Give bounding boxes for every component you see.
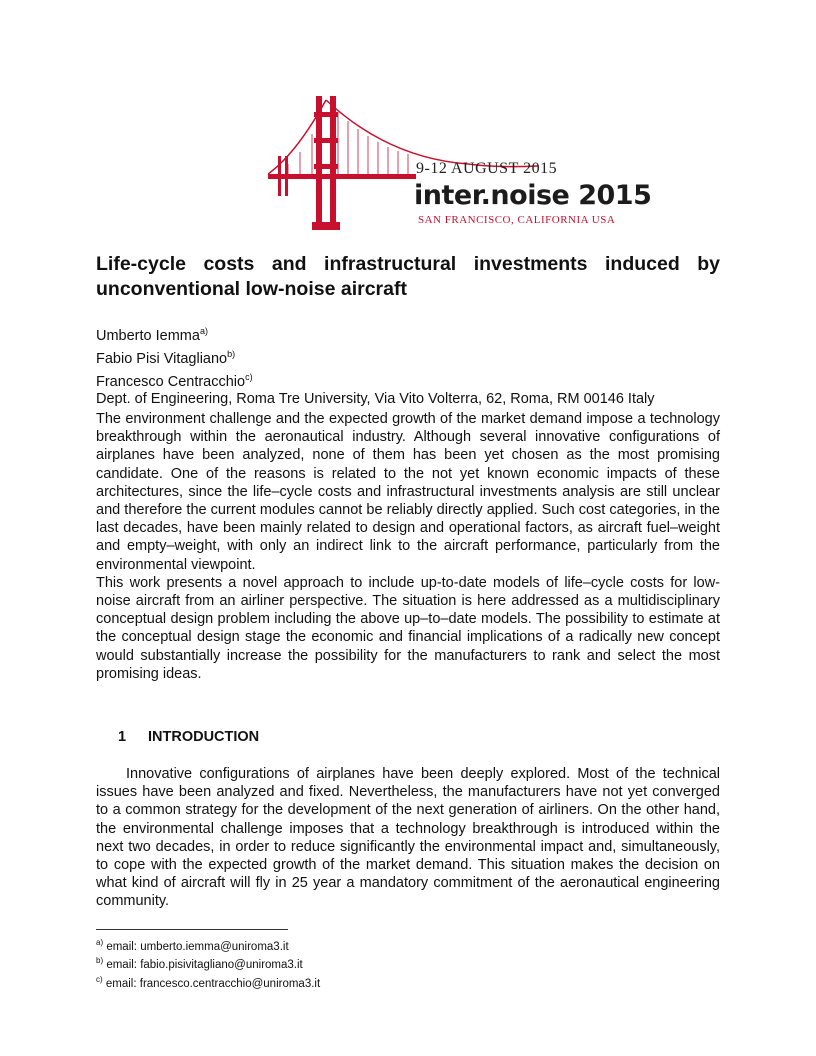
author: Francesco Centracchio$^{c)}$: [96, 371, 253, 390]
footnote: $^{a)}$ email: umberto.iemma@uniroma3.it: [96, 938, 289, 953]
footnotes: [96, 936, 496, 991]
footnote-divider: [96, 929, 288, 930]
section-number: 1: [118, 729, 127, 745]
abstract-paragraph: This work presents a novel approach to include up-to-date models of life–cycle costs for low-noise aircraft from an airliner perspective. The situation is here addressed as a multidisciplinary conceptual design problem including the above up–to–date models. The possibility to estimate at the conceptual design stage the economic and financial implications of a radically new concept would substantially increase the possibility for the manufacturers to rank and select the most promising ideas.: [96, 574, 720, 682]
affiliation: Dept. of Engineering, Roma Tre University, Via Vito Volterra, 62, Roma, RM 00146 Italy: [96, 391, 655, 408]
conference-logo: [268, 94, 652, 234]
conference-dates: 9-12 AUGUST 2015: [416, 160, 558, 177]
conference-location: SAN FRANCISCO, CALIFORNIA USA: [418, 214, 616, 226]
footnote: $^{b)}$ email: fabio.pisivitagliano@uniroma3.it: [96, 956, 303, 972]
paper-title: Life-cycle costs and infrastructural investments induced by unconventional low-noise aircraft: [96, 253, 720, 300]
author-block: [96, 322, 736, 408]
footnote: $^{c)}$ email: francesco.centracchio@uniroma3.it: [96, 974, 321, 990]
conference-brand: inter.noise 2015: [414, 180, 652, 211]
abstract: [96, 410, 720, 683]
abstract-paragraph: The environment challenge and the expected growth of the market demand impose a technology breakthrough within the aeronautical industry. Although several innovative configurations of airplanes have been analyzed, none of them has been yet chosen as the most promising candidate. One of the reasons is related to the not yet known economic impacts of these architectures, since the life–cycle costs and infrastructural investments analysis are still unclear and therefore the current modules cannot be reliably directly applied. Such cost categories, in the last decades, have been mainly related to design and operational factors, as aircraft fuel–weight and empty–weight, with only an indirect link to the aircraft performance, particularly from the environmental viewpoint.: [96, 411, 720, 573]
section-title: INTRODUCTION: [148, 729, 260, 745]
introduction-paragraph: Innovative configurations of airplanes have been deeply explored. Most of the technical issues have been analyzed and fixed. Nevertheless, the manufacturers have not yet converged to a common strategy for the development of the next generation of airliners. On the other hand, the environmental challenge imposes that a technology breakthrough is introduced within the next two decades, in order to reduce significantly the environmental impact and, simultaneously, to cope with the expected growth of the market demand. This situation makes the decision on what kind of aircraft will fly in 25 year a mandatory commitment of the aeronautical engineering community.: [96, 766, 720, 910]
section-heading: [118, 729, 259, 745]
author: Fabio Pisi Vitagliano$^{b)}$: [96, 348, 236, 367]
author: Umberto Iemma$^{a)}$: [96, 326, 208, 344]
